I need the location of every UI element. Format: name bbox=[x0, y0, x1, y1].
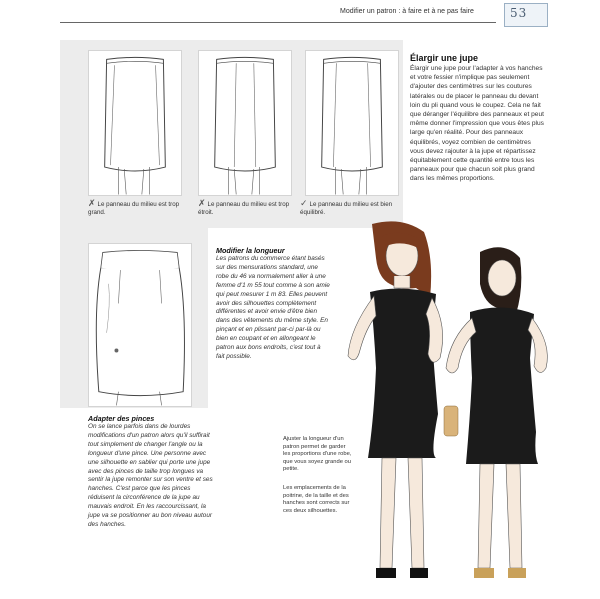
cross-icon: ✗ bbox=[88, 198, 96, 208]
section-body-elargir: Élargir une jupe pour l'adapter à vos hanches et votre fessier n'implique pas seulement d'ajouter des centimètres sur les coutures latérales ou de placer le panneau du devant loin du pli quand vous le coupez. Cela ne fait que déranger l'équilibre des panneaux et peut même donner l'impression que vous êtes plus large qu'en réalité. Pour des panneaux équilibrés, voyez combien de centimètres vous devez rajouter à la jupe et répartissez équitablement cette quantité entre tous les panneaux pour que chacun soit plus grand dans les mêmes proportions. bbox=[410, 65, 544, 183]
skirt-balanced-icon bbox=[306, 51, 398, 195]
caption-balanced: ✓ Le panneau du milieu est bien équilibré. bbox=[300, 198, 393, 216]
caption-too-narrow: ✗ Le panneau du milieu est trop étroit. bbox=[198, 198, 290, 216]
section-title-elargir: Élargir une jupe bbox=[410, 53, 479, 63]
woman-left-icon bbox=[348, 221, 443, 578]
page-number: 53 bbox=[510, 6, 528, 20]
women-in-black-dresses-illustration bbox=[320, 218, 560, 590]
running-title: Modifier un patron : à faire et à ne pas faire bbox=[340, 8, 474, 15]
section-body-longueur: Les patrons du commerce étant basés sur des mensurations standard, une robe du 46 va normalement aller à une femme d'1 m 55 tout comme à son amie qui peut mesurer 1 m 83. Elles peuvent avoir des silhouettes complètement différentes et avoir envie d'être bien dans des vêtements du même style. En pinçant et en plissant par-ci par-là ou bien en coupant et en allongeant le patron aux bons endroits, c'est tout à fait possible. bbox=[216, 255, 330, 360]
cross-icon: ✗ bbox=[198, 198, 206, 208]
skirt-too-narrow-icon bbox=[199, 51, 291, 195]
caption-too-large: ✗ Le panneau du milieu est trop grand. bbox=[88, 198, 180, 216]
header-rule bbox=[60, 22, 496, 23]
skirt-balanced-drawing bbox=[305, 50, 399, 196]
skirt-darts-drawing bbox=[88, 243, 192, 407]
section-title-pinces: Adapter des pinces bbox=[88, 414, 155, 423]
figure-note-proportions: Les emplacements de la poitrine, de la taille et des hanches sont corrects sur ces deux silhouettes. bbox=[283, 485, 350, 514]
section-title-longueur: Modifier la longueur bbox=[216, 246, 285, 255]
check-icon: ✓ bbox=[300, 198, 308, 208]
skirt-too-large-drawing bbox=[88, 50, 182, 196]
skirt-too-narrow-drawing bbox=[198, 50, 292, 196]
woman-right-icon bbox=[444, 247, 547, 578]
skirt-too-large-icon bbox=[89, 51, 181, 195]
figure-note-length: Ajuster la longueur d'un patron permet de garder les proportions d'une robe, que vous soyez grande ou petite. bbox=[283, 436, 352, 473]
skirt-with-darts-icon bbox=[89, 244, 191, 406]
section-body-pinces: On se lance parfois dans de lourdes modifications d'un patron alors qu'il suffirait tout simplement de changer l'angle ou la longueur d'une pince. Une personne avec une silhouette en sablier qui porte une jupe avec des pinces de taille trop longues va sentir la jupe remonter sur son ventre et ses hanches. C'est parce que les pinces réduisent la circonférence de la jupe au mauvais endroit. En les raccourcissant, la jupe va se positionner au bon niveau autour des hanches. bbox=[88, 423, 213, 528]
